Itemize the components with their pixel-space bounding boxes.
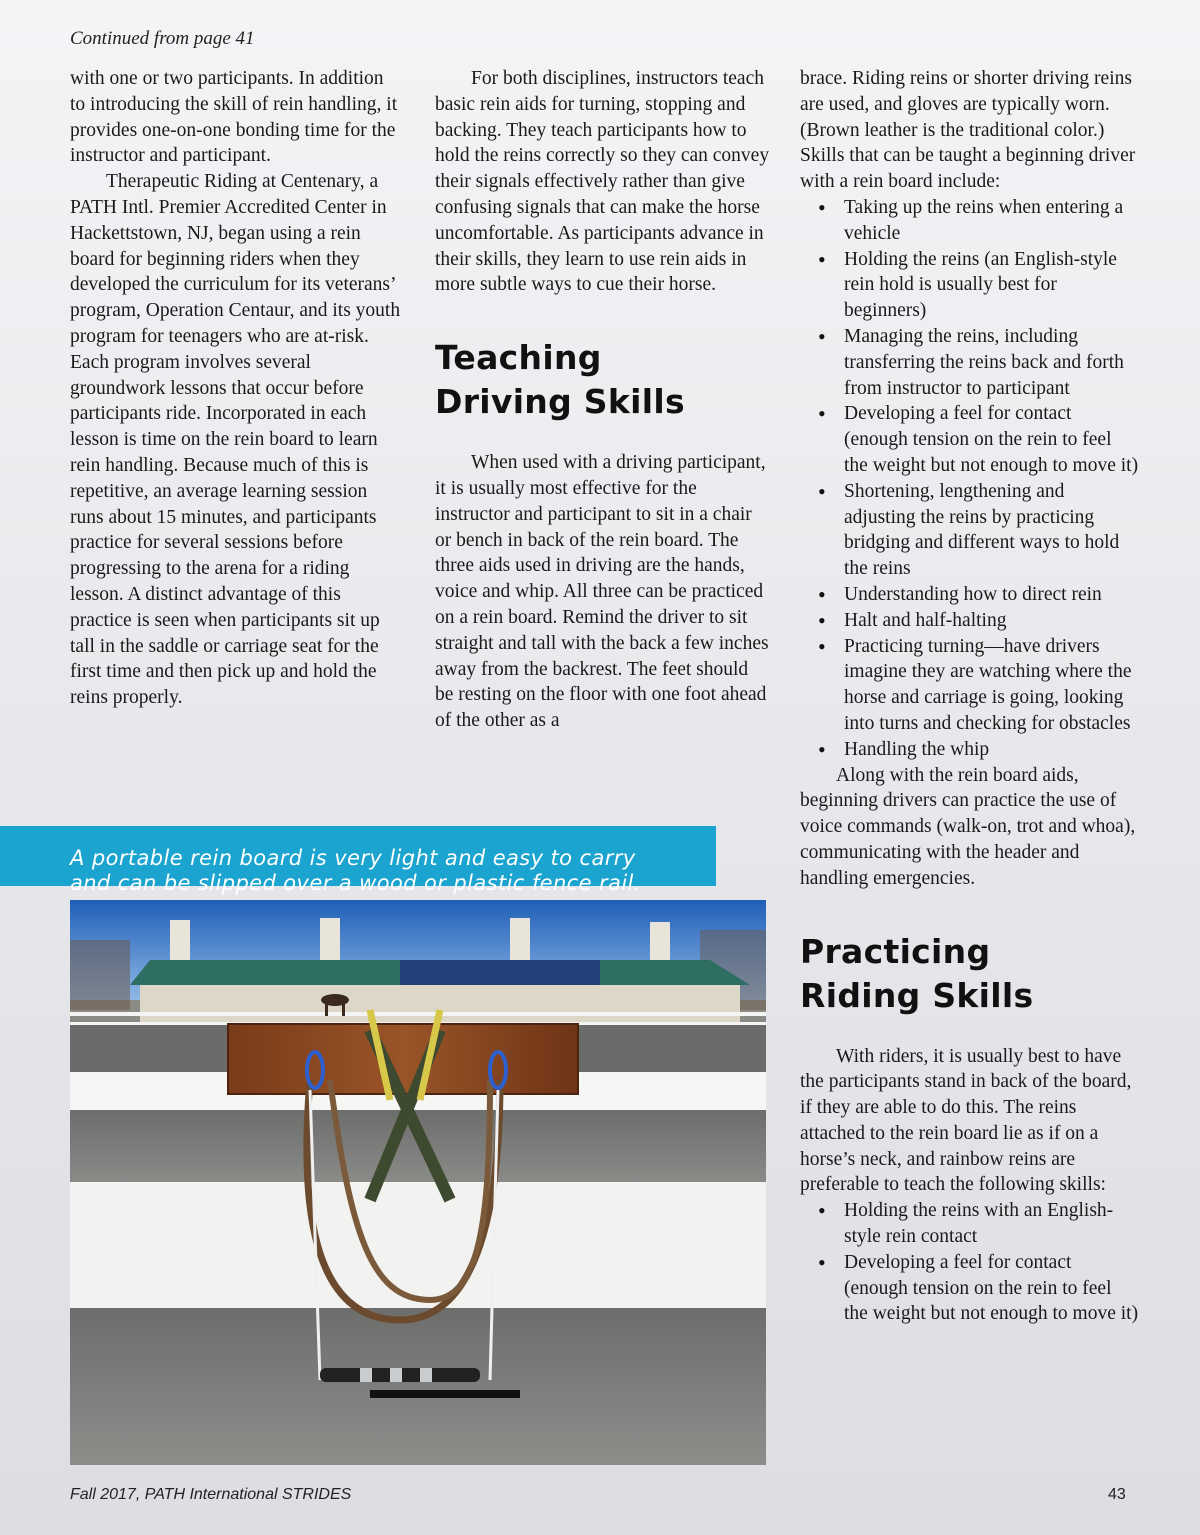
list-item: • Holding the reins (an English-style rein hold is usually best for beginners): [800, 247, 1140, 324]
section-heading-riding: [800, 930, 1140, 1018]
paragraph: brace. Riding reins or shorter driving reins are used, and gloves are typically worn. (Brown leather is the traditional color.) Skills that can be taught a beginning driver with a rein board include:: [800, 68, 1136, 193]
rein-board-photo: [70, 900, 766, 1465]
list-item: • Managing the reins, including transferring the reins back and forth from instructor to participant: [800, 324, 1140, 401]
heading-line: Teaching: [435, 338, 602, 378]
paragraph: with one or two participants. In addition to introducing the skill of rein handling, it provides one-on-one bonding time for the instructor and participant.: [70, 68, 398, 167]
paragraph: For both disciplines, instructors teach basic rein aids for turning, stopping and backing. They teach participants how to hold the reins correctly so they can convey their signals effectively rather than give confusing signals that can make the horse uncomfortable. As participants advance in their skills, they learn to use rein aids in more subtle ways to cue their horse.: [435, 68, 770, 296]
list-item: • Taking up the reins when entering a vehicle: [800, 195, 1140, 247]
list-item: • Practicing turning—have drivers imagine they are watching where the horse and carriage is going, looking into turns and checking for obstacles: [800, 634, 1140, 737]
list-item: • Holding the reins with an English-style rein contact: [800, 1198, 1140, 1250]
list-item: • Developing a feel for contact (enough tension on the rein to feel the weight but not enough to move it): [800, 401, 1140, 478]
paragraph: When used with a driving participant, it is usually most effective for the instructor and participant to sit in a chair or bench in back of the rein board. The three aids used in driving are the hands, voice and whip. All three can be practiced on a rein board. Remind the driver to sit straight and tall with the back a few inches away from the backrest. The feet should be resting on the floor with one foot ahead of the other as a: [435, 452, 769, 732]
list-item: • Handling the whip: [800, 737, 1140, 763]
list-item: • Shortening, lengthening and adjusting the reins by practicing bridging and different ways to hold the reins: [800, 479, 1140, 582]
list-item: • Halt and half-halting: [800, 608, 1140, 634]
list-item: • Understanding how to direct rein: [800, 582, 1140, 608]
caption-line: A portable rein board is very light and easy to carry: [70, 846, 636, 870]
rein-board-photo-illustration: [70, 900, 766, 1465]
column-2: [435, 66, 770, 734]
photo-caption-bar: [0, 826, 716, 895]
heading-line: Riding Skills: [800, 975, 1034, 1015]
paragraph: Along with the rein board aids, beginning drivers can practice the use of voice commands (walk-on, trot and whoa), communicating with the header and handling emergencies.: [800, 764, 1136, 889]
page-number: 43: [1108, 1486, 1126, 1503]
paragraph: With riders, it is usually best to have the participants stand in back of the board, if they are able to do this. The reins attached to the rein board lie as if on a horse’s neck, and rainbow reins are preferable to teach the following skills:: [800, 1045, 1132, 1196]
column-1: [70, 66, 402, 711]
footer-publication: Fall 2017, PATH International STRIDES: [70, 1486, 352, 1503]
column-3: [800, 66, 1140, 1327]
heading-line: Driving Skills: [435, 382, 685, 422]
continued-note: Continued from page 41: [70, 28, 255, 49]
heading-line: Practicing: [800, 931, 991, 971]
section-heading-driving: [435, 336, 770, 424]
driving-skills-list: [800, 195, 1140, 763]
caption-line: and can be slipped over a wood or plastic fence rail.: [70, 871, 641, 895]
list-item: • Developing a feel for contact (enough tension on the rein to feel the weight but not enough to move it): [800, 1250, 1140, 1327]
riding-skills-list: [800, 1198, 1140, 1327]
paragraph: Therapeutic Riding at Centenary, a PATH Intl. Premier Accredited Center in Hackettstown, NJ, began using a rein board for beginning riders when they developed the curriculum for its veterans’ program, Operation Centaur, and its youth program for teenagers who are at-risk. Each program involves several groundwork lessons that occur before participants ride. Incorporated in each lesson is time on the rein board to learn rein handling. Because much of this is repetitive, an average learning session runs about 15 minutes, and participants practice for several sessions before progressing to the arena for a riding lesson. A distinct advantage of this practice is seen when participants sit up tall in the saddle or carriage seat for the first time and then pick up and hold the reins properly.: [70, 171, 401, 709]
